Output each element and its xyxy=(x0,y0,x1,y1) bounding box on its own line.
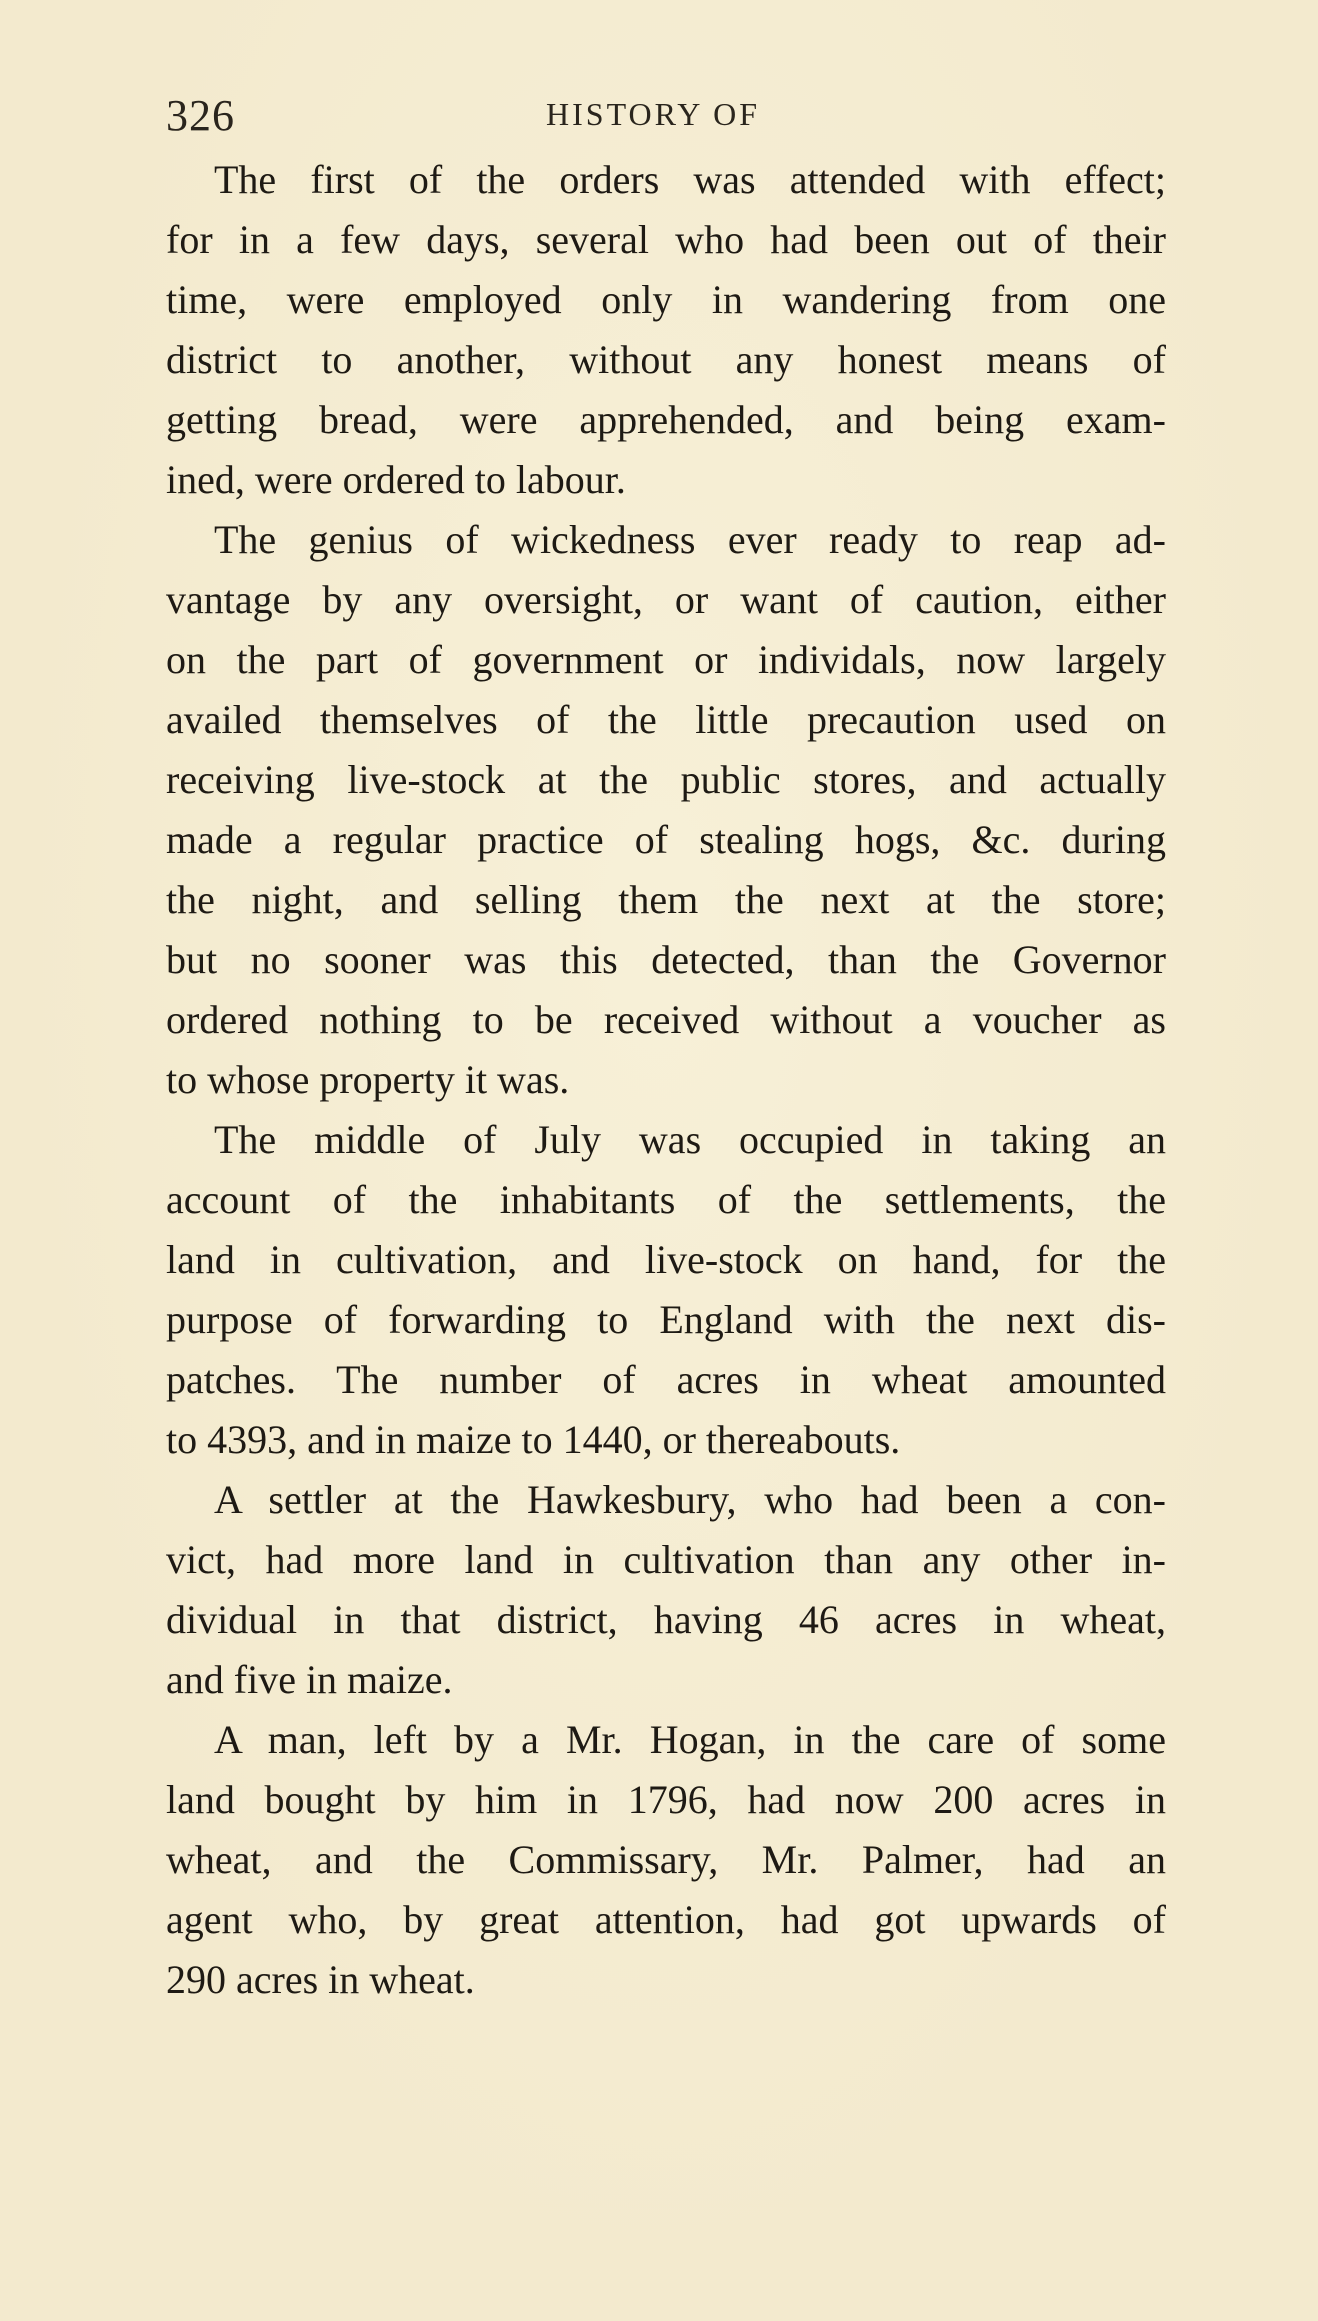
text-line: ined, were ordered to labour. xyxy=(166,457,626,502)
body-text xyxy=(166,150,1166,2010)
text-line: 290 acres in wheat. xyxy=(166,1957,475,2002)
text-line: purpose of forwarding to England with the next dis- xyxy=(166,1297,1166,1342)
text-line: vict, had more land in cultivation than any other in- xyxy=(166,1537,1166,1582)
text-line: The first of the orders was attended with effect; xyxy=(214,157,1166,202)
text-line: getting bread, were apprehended, and being exam- xyxy=(166,397,1166,442)
text-line: to whose property it was. xyxy=(166,1057,570,1102)
text-line: availed themselves of the little precaution used on xyxy=(166,697,1166,742)
text-line: on the part of government or individals, now largely xyxy=(166,637,1166,682)
page-header xyxy=(166,90,1166,140)
text-line: but no sooner was this detected, than the Governor xyxy=(166,937,1166,982)
text-line: the night, and selling them the next at the store; xyxy=(166,877,1166,922)
text-line: agent who, by great attention, had got upwards of xyxy=(166,1897,1166,1942)
text-line: receiving live-stock at the public stores, and actually xyxy=(166,757,1166,802)
paragraph-5 xyxy=(166,1710,1166,2010)
paragraph-3 xyxy=(166,1110,1166,1470)
text-line: made a regular practice of stealing hogs, &c. during xyxy=(166,817,1166,862)
text-line: for in a few days, several who had been out of their xyxy=(166,217,1166,262)
paragraph-2 xyxy=(166,510,1166,1110)
running-head: HISTORY OF xyxy=(546,96,761,132)
text-line: A man, left by a Mr. Hogan, in the care of some xyxy=(214,1717,1166,1762)
text-line: ordered nothing to be received without a voucher as xyxy=(166,997,1166,1042)
text-line: and five in maize. xyxy=(166,1657,453,1702)
text-line: to 4393, and in maize to 1440, or thereabouts. xyxy=(166,1417,901,1462)
text-line: The middle of July was occupied in taking an xyxy=(214,1117,1166,1162)
text-line: district to another, without any honest means of xyxy=(166,337,1166,382)
text-line: land in cultivation, and live-stock on hand, for the xyxy=(166,1237,1166,1282)
text-line: wheat, and the Commissary, Mr. Palmer, had an xyxy=(166,1837,1166,1882)
text-line: account of the inhabitants of the settlements, the xyxy=(166,1177,1166,1222)
text-line: time, were employed only in wandering from one xyxy=(166,277,1166,322)
text-line: patches. The number of acres in wheat amounted xyxy=(166,1357,1166,1402)
page-number: 326 xyxy=(166,91,235,140)
paragraph-1 xyxy=(166,150,1166,510)
text-line: dividual in that district, having 46 acres in wheat, xyxy=(166,1597,1166,1642)
paragraph-4 xyxy=(166,1470,1166,1710)
text-line: A settler at the Hawkesbury, who had been a con- xyxy=(214,1477,1166,1522)
text-line: The genius of wickedness ever ready to reap ad- xyxy=(214,517,1166,562)
text-line: land bought by him in 1796, had now 200 acres in xyxy=(166,1777,1166,1822)
text-line: vantage by any oversight, or want of caution, either xyxy=(166,577,1166,622)
